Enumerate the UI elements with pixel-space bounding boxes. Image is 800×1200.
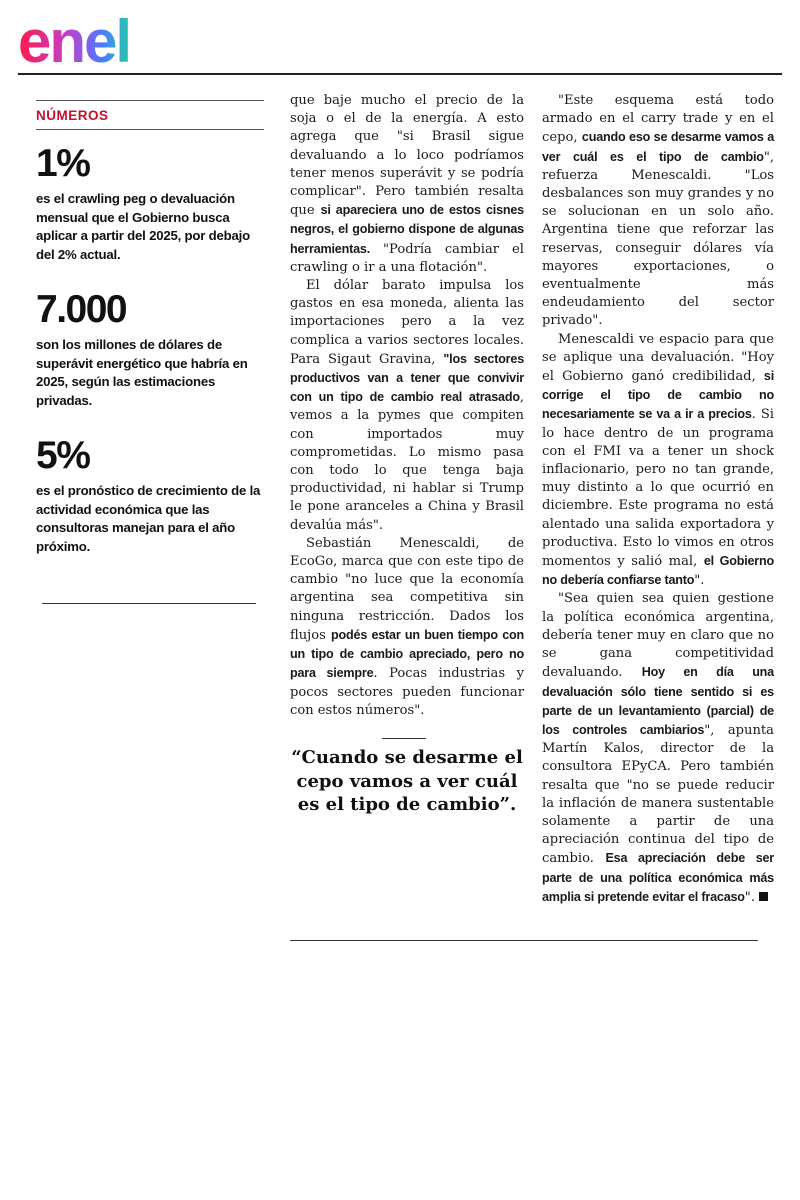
- article-column-2: [542, 92, 774, 907]
- article-paragraph: "Este esquema está todo armado en el carry trade y en el cepo, cuando eso se desarme vamos a ver cuál es el tipo de cambio", refuerza Menescaldi. "Los desbalances son muy grandes y no se solucionan en un solo año. Argentina tiene que reforzar las reservas, conseguir dólares vía mayores exportaciones, o eventualmente más endeudamiento del sector privado".: [542, 93, 775, 329]
- stat-block: [36, 144, 264, 264]
- sidebar-bottom-rule: [42, 603, 256, 604]
- article-paragraph: Menescaldi ve espacio para que se aplique una devaluación. "Hoy el Gobierno ganó credibilidad, si corrige el tipo de cambio no necesariamente se va a ir a precios. Si lo hace dentro de un programa con el FMI va a tener un shock inflacionario, pero no tan grande, muy distinto a lo que ocurrió en diciembre. Este programa no está alentado una salida exportadora y productiva. Esto lo vimos en otros momentos y salió mal, el Gobierno no debería confiarse tanto".: [542, 331, 774, 589]
- article-paragraph: Sebastián Menescaldi, de EcoGo, marca que con este tipo de cambio "no luce que la economía argentina sea competitiva sin ninguna restricción. Dados los flujos podés estar un buen tiempo con un tipo de cambio apreciado, pero no para siempre. Pocas industrias y pocos sectores pueden funcionar con estos números".: [290, 535, 525, 718]
- pull-quote: “Cuando se desarme el cepo vamos a ver cuál es el tipo de cambio”.: [291, 747, 523, 815]
- article-bottom-rule: [290, 940, 758, 941]
- stat-number: 7.000: [36, 288, 127, 331]
- pull-quote-rule: [382, 738, 426, 739]
- numbers-sidebar: [36, 100, 264, 556]
- header-divider: [18, 73, 782, 75]
- article-paragraph: que baje mucho el precio de la soja o el de la energía. A esto agrega que "si Brasil sigue devaluando a lo loco podríamos tener menos superávit y se podría complicar". Pero también resalta que si apareciera uno de estos cisnes negros, el gobierno dispone de algunas herramientas. "Podría cambiar el crawling o ir a una flotación".: [290, 93, 524, 275]
- logo-text: enel: [18, 8, 131, 70]
- article-column-1: [290, 92, 524, 720]
- stat-text: son los millones de dólares de superávit energético que habría en 2025, según las estimaciones privadas.: [36, 337, 248, 408]
- end-of-article-mark: [759, 892, 768, 901]
- article-paragraph: "Sea quien sea quien gestione la política económica argentina, debería tener muy en claro que no se gana competitividad devaluando. Hoy en día una devaluación sólo tiene sentido si es parte de un levantamiento (parcial) de los controles cambiarios", apunta Martín Kalos, director de la consultora EPyCA. Pero también resalta que "no se puede reducir la inflación de manera sustentable solamente a partir de una apreciación continua del tipo de cambio. Esa apreciación debe ser parte de una política económica más amplia si pretende evitar el fracaso".: [542, 591, 775, 905]
- stat-block: [36, 290, 264, 410]
- stat-number: 5%: [36, 434, 90, 477]
- enel-logo: [18, 8, 178, 70]
- stat-number: 1%: [36, 142, 90, 185]
- stat-text: es el pronóstico de crecimiento de la actividad económica que las consultoras manejan para el año próximo.: [36, 483, 261, 554]
- stat-block: [36, 436, 264, 556]
- sidebar-title-rule: [36, 129, 264, 130]
- sidebar-title: NÚMEROS: [36, 108, 109, 123]
- stat-text: es el crawling peg o devaluación mensual que el Gobierno busca aplicar a partir del 2025, por debajo del 2% actual.: [36, 191, 250, 262]
- article-paragraph: El dólar barato impulsa los gastos en esa moneda, alienta las importaciones pero a la vez complica a varios sectores locales. Para Sigaut Gravina, "los sectores productivos van a tener que convivir con un tipo de cambio real atrasado, vemos a la pymes que compiten con importados muy comprometidas. Lo mismo pasa con todo lo que tenga baja productividad, ni hablar si Trump le pone aranceles a China y Brasil devalúa más".: [290, 278, 524, 533]
